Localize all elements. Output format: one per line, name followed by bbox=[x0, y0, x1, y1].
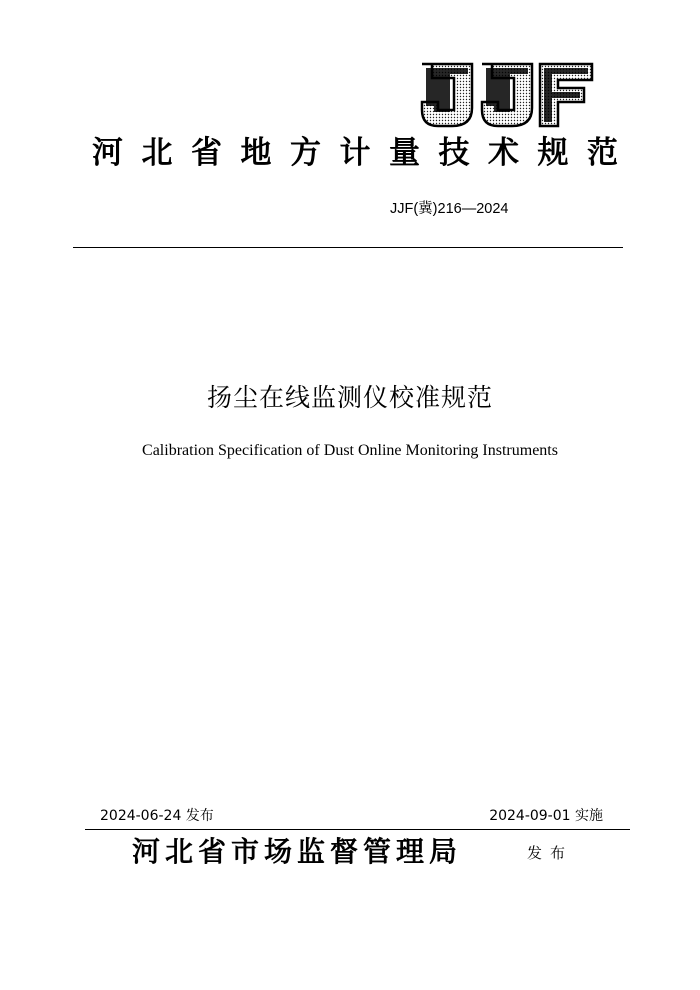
jjf-logo bbox=[420, 62, 594, 128]
header-divider bbox=[73, 247, 623, 248]
issuing-authority: 河北省市场监督管理局 bbox=[132, 835, 463, 868]
specification-code: JJF(冀)216—2024 bbox=[390, 201, 509, 217]
logo-letter-j-1 bbox=[422, 64, 472, 126]
document-title-english: Calibration Specification of Dust Online Monitoring Instruments bbox=[142, 442, 558, 459]
logo-letter-j-2 bbox=[482, 64, 532, 126]
logo-letter-f bbox=[540, 64, 592, 126]
document-title-chinese: 扬尘在线监测仪校准规范 bbox=[206, 383, 493, 412]
specification-category: 河北省地方计量技术规范 bbox=[92, 135, 637, 171]
issue-date: 2024-06-24 发布 bbox=[100, 808, 214, 824]
effective-date: 2024-09-01 实施 bbox=[489, 808, 603, 824]
issuing-authority-suffix: 发布 bbox=[527, 844, 574, 862]
footer-divider bbox=[85, 829, 630, 830]
